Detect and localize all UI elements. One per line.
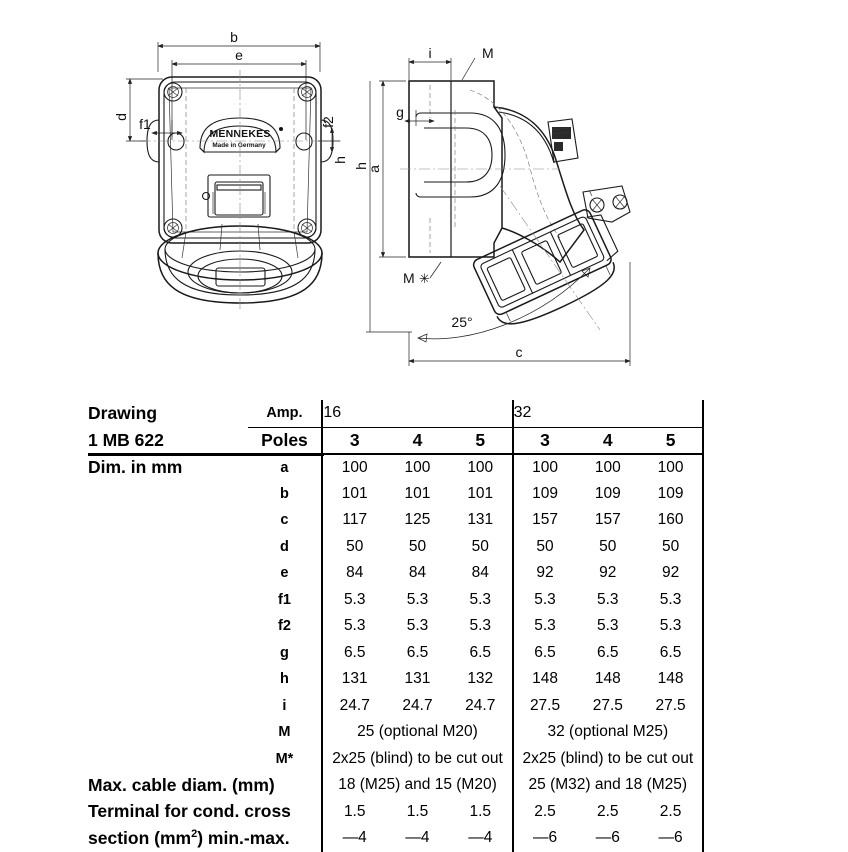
spacer bbox=[88, 693, 248, 720]
cell-f1-1: 5.3 bbox=[322, 587, 386, 614]
poles-col-2: 4 bbox=[386, 427, 449, 454]
cell-term-top-5: 2.5 bbox=[597, 802, 619, 820]
cell-b-4: 109 bbox=[513, 481, 577, 508]
specification-table bbox=[88, 400, 704, 852]
cell-i-2: 24.7 bbox=[402, 696, 433, 714]
terminal-label-line2-a: section (mm bbox=[88, 827, 192, 848]
dim-label-b: b bbox=[230, 29, 238, 45]
cell-d-5: 50 bbox=[599, 537, 617, 555]
cell-i-4: 27.5 bbox=[513, 693, 577, 720]
amp-group-32: 32 bbox=[513, 400, 703, 427]
dim-label-h-right: h bbox=[353, 162, 369, 170]
cell-term-top-1: 1.5 bbox=[322, 799, 386, 826]
dim-label-c: c bbox=[515, 344, 523, 360]
table-row bbox=[88, 481, 703, 508]
cell-term-bot-6: —6 bbox=[639, 825, 703, 852]
cell-Mstar-16: 2x25 (blind) to be cut out bbox=[322, 746, 512, 773]
spacer bbox=[88, 587, 248, 614]
spacer bbox=[88, 613, 248, 640]
cell-f2-6: 5.3 bbox=[639, 613, 703, 640]
cell-a-6: 100 bbox=[639, 454, 703, 481]
cell-i-6: 27.5 bbox=[639, 693, 703, 720]
poles-col-1: 3 bbox=[322, 427, 386, 454]
cell-c-4: 157 bbox=[513, 507, 577, 534]
table-header-amp-row bbox=[88, 400, 703, 427]
cell-cable-32: 25 (M32) and 18 (M25) bbox=[513, 772, 703, 799]
cell-f2-5: 5.3 bbox=[597, 617, 619, 635]
spacer bbox=[88, 746, 248, 773]
dim-label-M-star-asterisk: ✳ bbox=[419, 271, 430, 286]
cell-g-4: 6.5 bbox=[513, 640, 577, 667]
cell-a-3: 100 bbox=[467, 458, 494, 476]
row-dim-f2: f2 bbox=[277, 618, 291, 635]
poles-label: Poles bbox=[248, 427, 323, 454]
specification-table-container bbox=[0, 382, 848, 848]
table-row-cable-diam bbox=[88, 772, 703, 799]
cell-term-bot-2: —4 bbox=[405, 829, 430, 847]
cell-g-5: 6.5 bbox=[597, 643, 619, 661]
cell-i-5: 27.5 bbox=[592, 696, 623, 714]
row-dim-M: M bbox=[278, 724, 291, 741]
terminal-label-line2-sup: 2 bbox=[191, 828, 198, 841]
poles-col-4: 3 bbox=[513, 427, 577, 454]
cell-a-2: 100 bbox=[404, 458, 431, 476]
row-dim-g: g bbox=[280, 644, 289, 661]
spacer bbox=[88, 507, 248, 534]
dim-label-h-left: h bbox=[332, 156, 348, 164]
table-row bbox=[88, 587, 703, 614]
left-view-front bbox=[113, 29, 348, 312]
cell-M-16: 25 (optional M20) bbox=[322, 719, 512, 746]
terminal-label-line1: Terminal for cond. cross bbox=[88, 801, 291, 822]
dim-label-i: i bbox=[428, 45, 432, 61]
cell-g-1: 6.5 bbox=[322, 640, 386, 667]
table-row bbox=[88, 534, 703, 561]
cell-a-4: 100 bbox=[513, 454, 577, 481]
cell-f2-3: 5.3 bbox=[469, 617, 492, 635]
row-dim-c: c bbox=[280, 512, 289, 529]
dim-label-a: a bbox=[366, 165, 382, 173]
cell-a-1: 100 bbox=[322, 454, 386, 481]
cell-b-5: 109 bbox=[594, 484, 621, 502]
spacer bbox=[88, 719, 248, 746]
amp-label: Amp. bbox=[248, 400, 323, 427]
cell-h-6: 148 bbox=[639, 666, 703, 693]
cell-M-32: 32 (optional M25) bbox=[513, 719, 703, 746]
dim-label-g: g bbox=[396, 104, 404, 120]
spacer bbox=[88, 481, 248, 508]
cell-term-bot-1: —4 bbox=[322, 825, 386, 852]
cell-h-3: 132 bbox=[467, 670, 494, 688]
dim-label-d: d bbox=[113, 113, 129, 121]
brand-sub-text: Made in Germany bbox=[212, 142, 266, 149]
cell-c-3: 131 bbox=[467, 511, 494, 529]
angle-label-25deg: 25° bbox=[451, 314, 473, 330]
row-dim-M-star: M* bbox=[275, 750, 294, 767]
table-row bbox=[88, 666, 703, 693]
table-row-M-star bbox=[88, 746, 703, 773]
cell-e-6: 92 bbox=[639, 560, 703, 587]
spacer bbox=[88, 534, 248, 561]
cell-c-2: 125 bbox=[404, 511, 431, 529]
cell-f1-5: 5.3 bbox=[597, 590, 619, 608]
cell-i-3: 24.7 bbox=[465, 696, 496, 714]
cell-f1-4: 5.3 bbox=[513, 587, 577, 614]
cell-term-top-6: 2.5 bbox=[639, 799, 703, 826]
cell-g-2: 6.5 bbox=[406, 643, 429, 661]
row-dim-b: b bbox=[280, 485, 289, 502]
cell-term-top-3: 1.5 bbox=[469, 802, 492, 820]
drawing-number: 1 MB 622 bbox=[88, 430, 164, 450]
spacer bbox=[88, 640, 248, 667]
cell-f2-4: 5.3 bbox=[513, 613, 577, 640]
cell-f2-1: 5.3 bbox=[322, 613, 386, 640]
poles-col-6: 5 bbox=[639, 427, 703, 454]
cell-Mstar-32: 2x25 (blind) to be cut out bbox=[513, 746, 703, 773]
cell-a-5: 100 bbox=[594, 458, 621, 476]
cell-i-1: 24.7 bbox=[322, 693, 386, 720]
row-dim-d: d bbox=[280, 538, 289, 555]
row-dim-i: i bbox=[282, 697, 287, 714]
cell-h-4: 148 bbox=[513, 666, 577, 693]
table-row bbox=[88, 507, 703, 534]
cell-term-top-2: 1.5 bbox=[406, 802, 429, 820]
table-row bbox=[88, 454, 703, 481]
drawing-title: Drawing bbox=[88, 403, 158, 423]
poles-col-5: 4 bbox=[576, 427, 639, 454]
dim-in-mm-label: Dim. in mm bbox=[88, 456, 183, 477]
amp-group-16: 16 bbox=[322, 400, 512, 427]
label-column-rule bbox=[88, 453, 324, 456]
table-row-M bbox=[88, 719, 703, 746]
table-row bbox=[88, 693, 703, 720]
cell-e-5: 92 bbox=[599, 564, 617, 582]
poles-col-3: 5 bbox=[449, 427, 513, 454]
cell-e-4: 92 bbox=[513, 560, 577, 587]
cell-term-top-4: 2.5 bbox=[513, 799, 577, 826]
cable-diam-label: Max. cable diam. (mm) bbox=[88, 774, 275, 795]
mennekes-logo-plate bbox=[200, 118, 283, 152]
technical-drawing-area bbox=[0, 0, 848, 382]
cell-g-3: 6.5 bbox=[469, 643, 492, 661]
row-dim-h: h bbox=[280, 671, 289, 688]
table-header-poles-row bbox=[88, 427, 703, 454]
cell-h-1: 131 bbox=[322, 666, 386, 693]
cell-term-bot-5: —6 bbox=[595, 829, 620, 847]
spacer bbox=[88, 560, 248, 587]
cell-term-bot-4: —6 bbox=[513, 825, 577, 852]
cell-d-6: 50 bbox=[639, 534, 703, 561]
cell-d-2: 50 bbox=[408, 537, 427, 555]
cell-d-1: 50 bbox=[322, 534, 386, 561]
cell-d-3: 50 bbox=[471, 537, 489, 555]
technical-drawing-svg bbox=[0, 0, 848, 382]
table-row bbox=[88, 640, 703, 667]
row-dim-a: a bbox=[280, 459, 289, 476]
cell-b-1: 101 bbox=[322, 481, 386, 508]
right-view-side bbox=[353, 45, 630, 366]
cell-g-6: 6.5 bbox=[639, 640, 703, 667]
cell-c-6: 160 bbox=[639, 507, 703, 534]
terminal-label-line2-b: ) min.-max. bbox=[197, 827, 290, 848]
row-dim-f1: f1 bbox=[277, 591, 291, 608]
cell-e-3: 84 bbox=[471, 564, 489, 582]
cell-cable-16: 18 (M25) and 15 (M20) bbox=[322, 772, 512, 799]
lid-latch bbox=[203, 175, 271, 217]
table-row bbox=[88, 560, 703, 587]
dim-label-M: M bbox=[482, 45, 494, 61]
cell-f1-2: 5.3 bbox=[406, 590, 429, 608]
cell-b-3: 101 bbox=[467, 484, 494, 502]
cell-b-2: 101 bbox=[404, 484, 431, 502]
cell-h-2: 131 bbox=[404, 670, 431, 688]
housing-label-plate bbox=[548, 119, 578, 162]
cell-e-2: 84 bbox=[408, 564, 427, 582]
table-row bbox=[88, 613, 703, 640]
dim-label-e: e bbox=[235, 47, 243, 63]
spacer bbox=[88, 666, 248, 693]
dim-label-f1: f1 bbox=[139, 116, 151, 132]
cell-e-1: 84 bbox=[322, 560, 386, 587]
dim-label-M-star: M bbox=[403, 270, 415, 286]
cell-c-5: 157 bbox=[594, 511, 621, 529]
cell-term-bot-3: —4 bbox=[468, 829, 493, 847]
cell-f1-6: 5.3 bbox=[639, 587, 703, 614]
cell-f2-2: 5.3 bbox=[406, 617, 429, 635]
cell-f1-3: 5.3 bbox=[469, 590, 492, 608]
brand-logo-text: MENNEKES bbox=[209, 128, 271, 140]
table-row-terminal-top bbox=[88, 799, 703, 826]
dim-label-f2: f2 bbox=[320, 116, 336, 128]
row-dim-e: e bbox=[280, 565, 289, 582]
cell-b-6: 109 bbox=[639, 481, 703, 508]
cell-c-1: 117 bbox=[322, 507, 386, 534]
cell-h-5: 148 bbox=[594, 670, 621, 688]
cell-d-4: 50 bbox=[513, 534, 577, 561]
